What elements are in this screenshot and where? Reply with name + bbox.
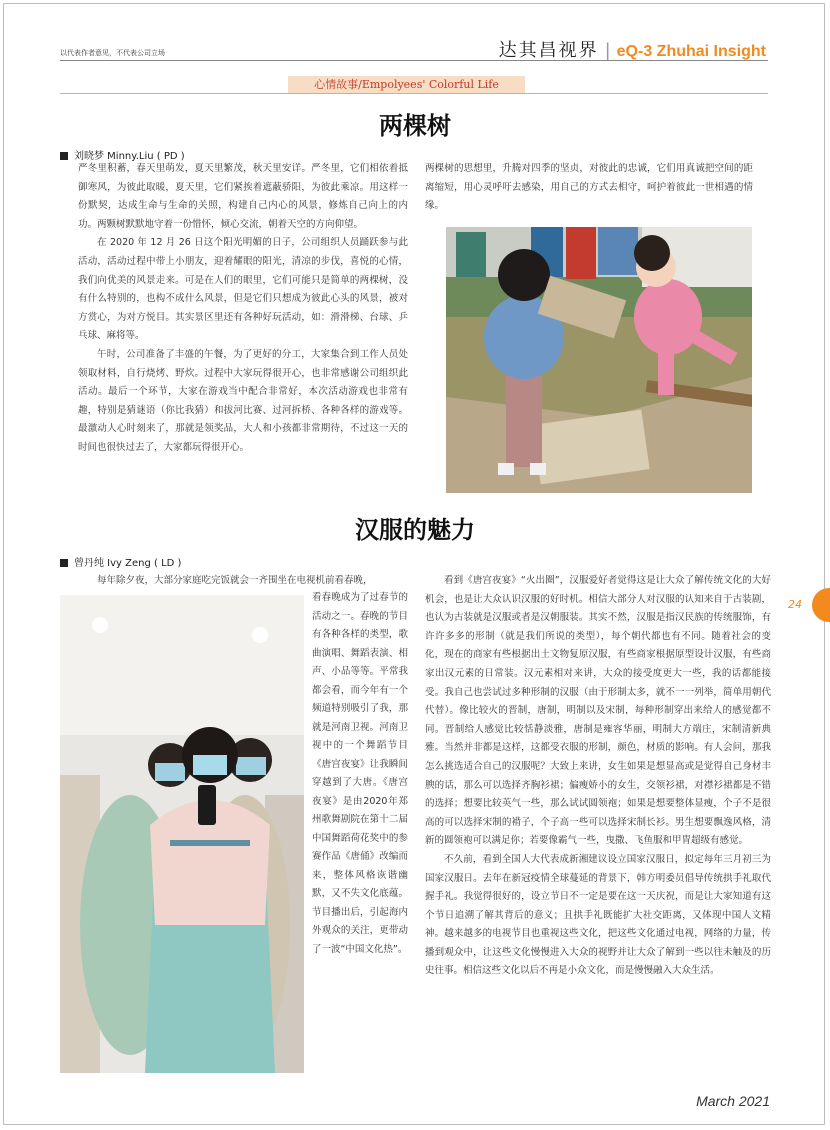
article2-column-narrow	[312, 589, 408, 959]
paragraph: 看春晚成为了过春节的活动之一。春晚的节目有各种各样的类型，歌曲演唱、舞蹈表演、相声、小品等等。平常我都会看，而今年有一个频道特别吸引了我，那就是河南卫视。河南卫视中的一个舞蹈节目《唐宫夜宴》让我瞬间穿越到了大唐。《唐宫夜宴》是由2020年郑州歌舞剧院在第十二届中国舞蹈荷花奖中的参赛作品《唐俑》改编而来，整体风格诙谐幽默，又不失文化底蕴。节目播出后，引起海内外观众的关注，更带动了一波“中国文化热”。	[312, 592, 408, 955]
brand-en: eQ-3 Zhuhai Insight	[616, 43, 766, 60]
article2-lead-line: 每年除夕夜，大部分家庭吃完饭就会一齐围坐在电视机前看春晚，	[97, 575, 373, 586]
paragraph: 严冬里积蓄，春天里萌发，夏天里繁茂，秋天里安详。严冬里，它们相依着抵御寒风，为彼此取暖，夏天里，它们紧挨着遮蔽骄阳，为彼此乘凉。用这样一份默契，达成生命与生命的关照，构建自己内心的风景，修炼自己向上的内功。两颗树默默地守着一份惜怀，倾心交流，朝着天空的方向仰望。	[78, 163, 408, 230]
article1-column-right	[425, 160, 753, 216]
section-divider	[60, 93, 768, 94]
page-number: 24	[788, 598, 802, 611]
article1-column-left	[78, 160, 408, 458]
photo-hanfu-selfie	[60, 595, 304, 1073]
article2-title: 汉服的魅力	[355, 515, 475, 544]
footer-date: March 2021	[696, 1093, 770, 1109]
section-banner: 心情故事/Empolyees' Colorful Life	[288, 76, 525, 94]
paragraph: 不久前，看到全国人大代表成新湘建议设立国家汉服日，拟定每年三月初三为国家汉服日。去年在新冠疫情全球蔓延的背景下，韩方明委员倡导传统拱手礼取代握手礼。我觉得很好的，设立节日不一定是要在这一天庆祝，而是让大家知道有这个节日追溯了解其背后的意义；且拱手礼既能扩大社交距离，又体现中国人文精神。越来越多的电视节目也重视这些文化，把这些文化通过电视，网络的力量，传播到观众中，让这些文化慢慢进入大众的视野并让大众了解到一些以往未触及的历史往事。相信这些文化以后不再是小众文化，而是慢慢融入大众生活。	[425, 853, 771, 977]
bullet-square-icon	[60, 559, 68, 567]
bullet-square-icon	[60, 152, 68, 160]
brand-cn: 达其昌视界	[498, 40, 599, 61]
paragraph: 在 2020 年 12 月 26 日这个阳光明媚的日子，公司组织人员踊跃参与此活动，活动过程中带上小朋友，迎着耀眼的阳光，清凉的步伐，喜悦的心情，我们向优美的风景走来。可是在人们的眼里，它们可能只是简单的两棵树，没有什么特别的，也构不成什么风景，但是它们只想成为彼此心头的风景，被对方赏心，为对方悦目。其实景区里还有各种好玩活动，如：滑滑梯、台球、乒乓球、麻将等。	[78, 237, 408, 342]
photo-children-playing	[446, 227, 752, 493]
article1-title: 两棵树	[379, 111, 451, 140]
article2-author	[60, 554, 181, 569]
header-disclaimer: 以代表作者意见，不代表公司立场	[60, 49, 165, 57]
article2-author-name: 曾丹纯 Ivy Zeng ( LD )	[74, 558, 182, 569]
article2-column-right	[425, 572, 771, 981]
brand-title	[499, 36, 766, 62]
paragraph: 午时，公司准备了丰盛的午餐，为了更好的分工，大家集合到工作人员处领取材料，自行烧烤、野炊。过程中大家玩得很开心，也非常感谢公司组织此活动。最后一个环节，大家在游戏当中配合非常好，本次活动游戏也非常有趣，特别是猜谜语（你比我猜）和拔河比赛、过河拆桥、各种各样的游戏等。最激动人心时刻来了，那就是领奖品，大人和小孩都非常期待，不过这一天的时间也很快过去了，大家都玩得很开心。	[78, 348, 408, 453]
header-rule	[60, 60, 768, 61]
article1-author-name: 刘晓梦 Minny.Liu ( PD )	[74, 151, 185, 162]
paragraph: 看到《唐宫夜宴》“火出圈”，汉服爱好者觉得这是让大众了解传统文化的大好机会，也是让大众认识汉服的好时机。相信大部分人对汉服的认知来自于古装剧，也认为古装就是汉服或者是汉朝服装。其实不然，汉服是指汉民族的传统服饰，有许许多多的形制（就是我们所说的类型），每个朝代都也有不同。随着社会的变化，现在的商家有些根据出土文物复原汉服，有些商家根据原型设计汉服，有些商家出汉元素的日常装。汉元素相对来讲，大众的接受度更大一些，我的话都能接受。我自己也尝试过多种形制的汉服（由于形制太多，就不一一列举，简单用朝代代替）。像比较火的晋制，唐制，明制以及宋制，每种形制穿出来给人的感觉都不同。晋制给人感觉比较恬静淡雅，唐制是雍容华丽，明制大方端庄，宋制清新典雅。当然并非都是这样，这都受衣服的形制，颜色，材质的影响。有人会问，那我怎么挑选适合自己的汉服呢？大致上来讲，女生如果是想显高或是觉得自己身材丰腴的话，那么可以选择齐胸衫裙；偏瘦娇小的女生，交领衫裙，对襟衫裙都是不错的选择；想要比较英气一些，那么试试圆领袍；如果是想要整体显瘦，个子不是很高的可以选择宋制的褙子，个子高一些可以选择宋制长衫。男生想要飘逸风格，清新的圆领袍可以满足你；若要像霸气一些，曳撒、飞鱼服和甲胄超级有感觉。	[425, 575, 771, 847]
brand-separator: |	[604, 40, 611, 61]
paragraph: 两棵树的思想里，升腾对四季的坚贞，对彼此的忠诚，它们用真诚把空间的距离缩短，用心灵呼吁去感染，用自己的方式去相守，呵护着彼此一世相遇的情缘。	[425, 163, 753, 212]
